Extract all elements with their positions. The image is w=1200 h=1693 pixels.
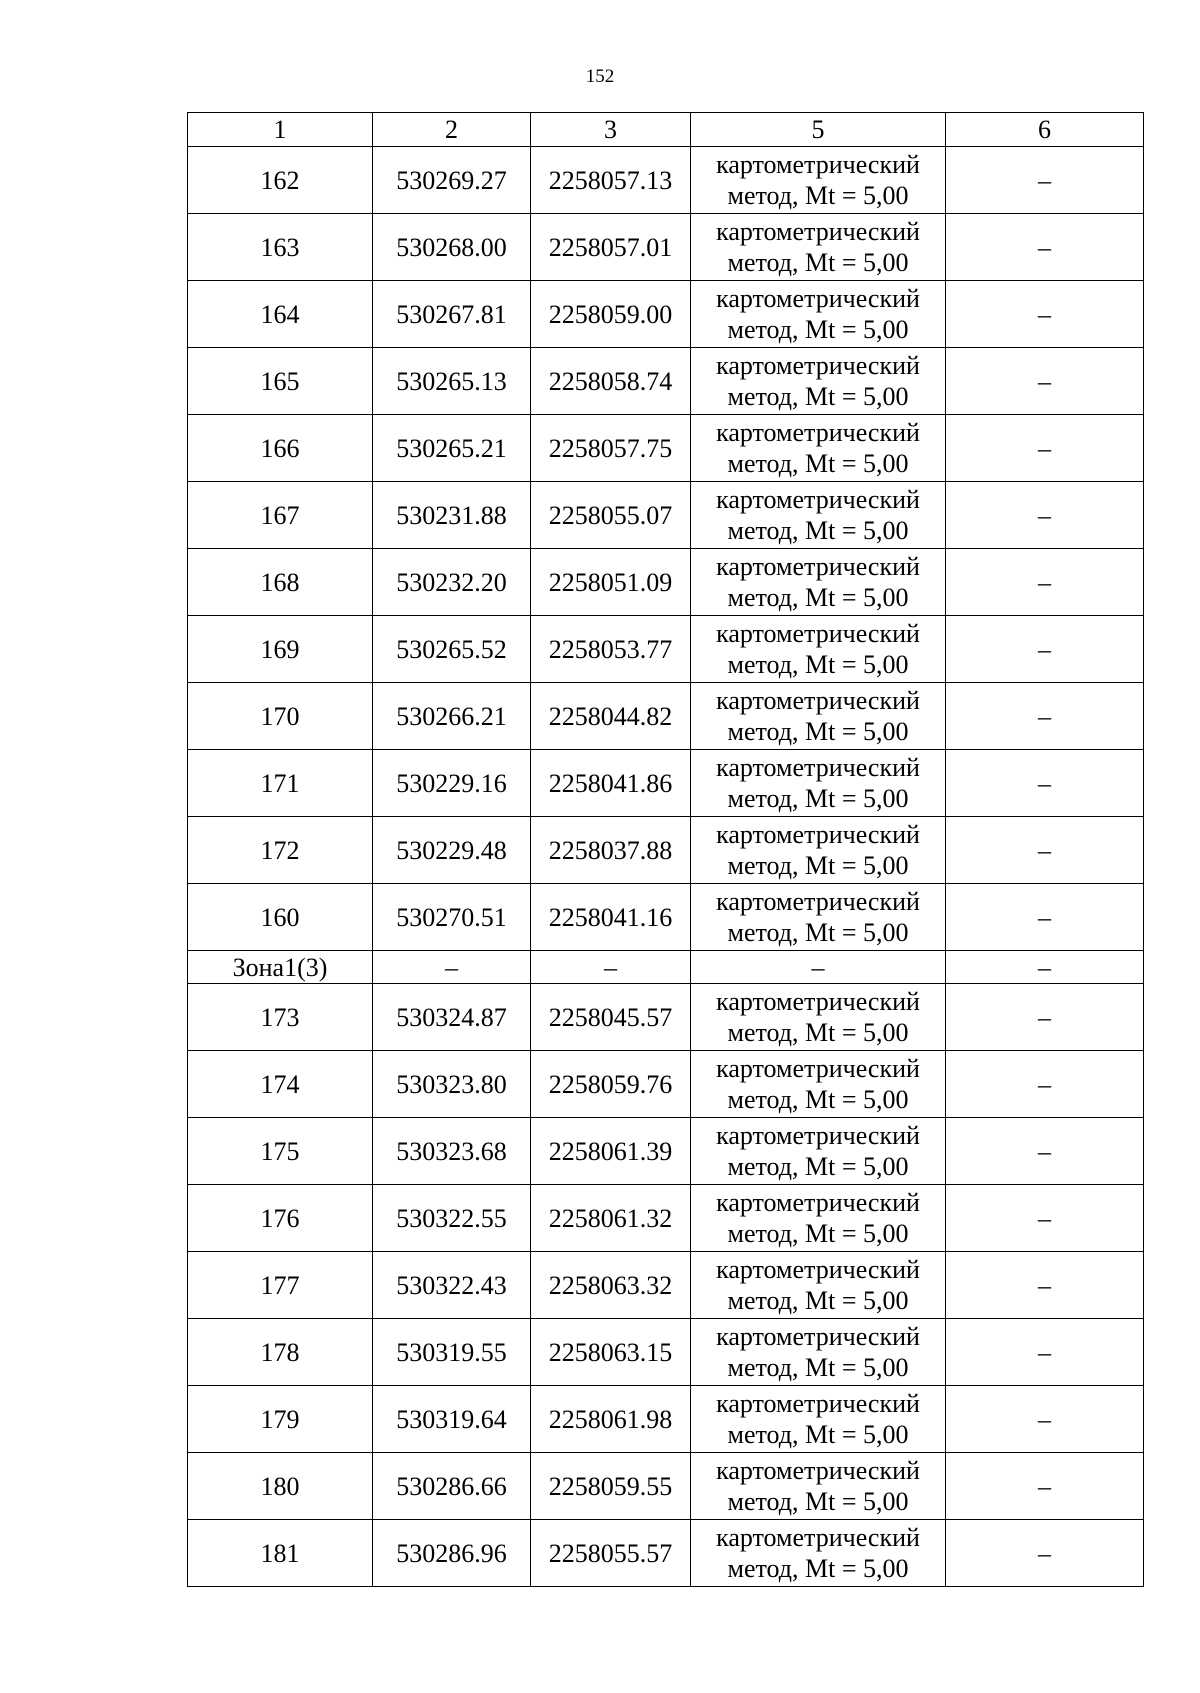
method-line-2: метод, Mt = 5,00: [727, 1219, 909, 1248]
method-line-2: метод, Mt = 5,00: [727, 650, 909, 679]
y-coordinate-cell: 2258051.09: [531, 549, 691, 616]
x-coordinate-cell: 530232.20: [373, 549, 531, 616]
method-line-1: картометрический: [716, 1322, 920, 1351]
table-row: [188, 750, 1144, 817]
note-cell: –: [946, 214, 1144, 281]
x-coordinate-cell: 530319.55: [373, 1319, 531, 1386]
method-line-1: картометрический: [716, 552, 920, 581]
method-line-1: картометрический: [716, 418, 920, 447]
x-coordinate-cell: 530270.51: [373, 884, 531, 951]
method-cell: [691, 1185, 946, 1252]
method-line-2: метод, Mt = 5,00: [727, 1286, 909, 1315]
note-cell: –: [946, 415, 1144, 482]
point-number-cell: 163: [188, 214, 373, 281]
method-line-1: картометрический: [716, 619, 920, 648]
zone-dash-cell: –: [531, 951, 691, 984]
method-cell: [691, 549, 946, 616]
table-row: [188, 1185, 1144, 1252]
note-cell: –: [946, 1252, 1144, 1319]
method-line-1: картометрический: [716, 1456, 920, 1485]
point-number-cell: 168: [188, 549, 373, 616]
y-coordinate-cell: 2258059.00: [531, 281, 691, 348]
note-cell: –: [946, 281, 1144, 348]
method-cell: [691, 817, 946, 884]
table-row: [188, 1453, 1144, 1520]
method-line-2: метод, Mt = 5,00: [727, 181, 909, 210]
method-cell: [691, 1319, 946, 1386]
method-line-1: картометрический: [716, 887, 920, 916]
method-line-2: метод, Mt = 5,00: [727, 784, 909, 813]
x-coordinate-cell: 530323.68: [373, 1118, 531, 1185]
note-cell: –: [946, 1319, 1144, 1386]
method-line-1: картометрический: [716, 1389, 920, 1418]
y-coordinate-cell: 2258057.75: [531, 415, 691, 482]
note-cell: –: [946, 482, 1144, 549]
point-number-cell: 166: [188, 415, 373, 482]
header-cell-5: 5: [691, 113, 946, 147]
note-cell: –: [946, 1453, 1144, 1520]
method-cell: [691, 482, 946, 549]
header-cell-6: 6: [946, 113, 1144, 147]
method-line-2: метод, Mt = 5,00: [727, 918, 909, 947]
method-line-2: метод, Mt = 5,00: [727, 1554, 909, 1583]
method-line-2: метод, Mt = 5,00: [727, 1152, 909, 1181]
point-number-cell: 169: [188, 616, 373, 683]
x-coordinate-cell: 530265.21: [373, 415, 531, 482]
method-cell: [691, 984, 946, 1051]
point-number-cell: 165: [188, 348, 373, 415]
x-coordinate-cell: 530266.21: [373, 683, 531, 750]
y-coordinate-cell: 2258041.16: [531, 884, 691, 951]
method-line-2: метод, Mt = 5,00: [727, 717, 909, 746]
table-row: [188, 884, 1144, 951]
point-number-cell: 181: [188, 1520, 373, 1587]
note-cell: –: [946, 549, 1144, 616]
note-cell: –: [946, 1386, 1144, 1453]
method-line-1: картометрический: [716, 351, 920, 380]
y-coordinate-cell: 2258063.15: [531, 1319, 691, 1386]
method-line-2: метод, Mt = 5,00: [727, 315, 909, 344]
point-number-cell: 177: [188, 1252, 373, 1319]
method-line-2: метод, Mt = 5,00: [727, 449, 909, 478]
note-cell: –: [946, 1118, 1144, 1185]
x-coordinate-cell: 530229.48: [373, 817, 531, 884]
method-line-1: картометрический: [716, 1523, 920, 1552]
table-row: [188, 214, 1144, 281]
method-cell: [691, 683, 946, 750]
method-cell: [691, 616, 946, 683]
method-line-1: картометрический: [716, 820, 920, 849]
method-line-1: картометрический: [716, 150, 920, 179]
point-number-cell: 160: [188, 884, 373, 951]
table-row: [188, 1118, 1144, 1185]
x-coordinate-cell: 530267.81: [373, 281, 531, 348]
note-cell: –: [946, 616, 1144, 683]
table-row: [188, 683, 1144, 750]
method-line-1: картометрический: [716, 686, 920, 715]
table-row: [188, 281, 1144, 348]
method-cell: [691, 1252, 946, 1319]
x-coordinate-cell: 530323.80: [373, 1051, 531, 1118]
method-cell: [691, 214, 946, 281]
method-line-1: картометрический: [716, 987, 920, 1016]
x-coordinate-cell: 530324.87: [373, 984, 531, 1051]
y-coordinate-cell: 2258037.88: [531, 817, 691, 884]
method-cell: [691, 1386, 946, 1453]
coordinates-table-body: [188, 113, 1144, 1587]
y-coordinate-cell: 2258058.74: [531, 348, 691, 415]
table-row: [188, 1252, 1144, 1319]
y-coordinate-cell: 2258041.86: [531, 750, 691, 817]
zone-label-cell: Зона1(3): [188, 951, 373, 984]
y-coordinate-cell: 2258044.82: [531, 683, 691, 750]
y-coordinate-cell: 2258053.77: [531, 616, 691, 683]
method-line-2: метод, Mt = 5,00: [727, 248, 909, 277]
point-number-cell: 180: [188, 1453, 373, 1520]
y-coordinate-cell: 2258045.57: [531, 984, 691, 1051]
table-row: [188, 482, 1144, 549]
method-line-1: картометрический: [716, 284, 920, 313]
y-coordinate-cell: 2258063.32: [531, 1252, 691, 1319]
y-coordinate-cell: 2258055.57: [531, 1520, 691, 1587]
coordinates-table: [187, 112, 1144, 1587]
y-coordinate-cell: 2258061.32: [531, 1185, 691, 1252]
point-number-cell: 162: [188, 147, 373, 214]
zone-dash-cell: –: [946, 951, 1144, 984]
zone-row: [188, 951, 1144, 984]
method-line-2: метод, Mt = 5,00: [727, 1018, 909, 1047]
y-coordinate-cell: 2258055.07: [531, 482, 691, 549]
point-number-cell: 178: [188, 1319, 373, 1386]
x-coordinate-cell: 530265.13: [373, 348, 531, 415]
y-coordinate-cell: 2258057.01: [531, 214, 691, 281]
method-cell: [691, 1453, 946, 1520]
table-row: [188, 616, 1144, 683]
method-cell: [691, 415, 946, 482]
x-coordinate-cell: 530231.88: [373, 482, 531, 549]
method-line-1: картометрический: [716, 1054, 920, 1083]
method-cell: [691, 1051, 946, 1118]
method-line-1: картометрический: [716, 217, 920, 246]
point-number-cell: 164: [188, 281, 373, 348]
y-coordinate-cell: 2258059.76: [531, 1051, 691, 1118]
y-coordinate-cell: 2258061.39: [531, 1118, 691, 1185]
method-line-2: метод, Mt = 5,00: [727, 382, 909, 411]
x-coordinate-cell: 530268.00: [373, 214, 531, 281]
x-coordinate-cell: 530322.55: [373, 1185, 531, 1252]
table-row: [188, 348, 1144, 415]
method-cell: [691, 147, 946, 214]
page-number: 152: [585, 66, 615, 87]
method-line-2: метод, Mt = 5,00: [727, 1420, 909, 1449]
table-row: [188, 1051, 1144, 1118]
header-cell-1: 1: [188, 113, 373, 147]
zone-dash-cell: –: [691, 951, 946, 984]
method-line-2: метод, Mt = 5,00: [727, 851, 909, 880]
note-cell: –: [946, 1185, 1144, 1252]
note-cell: –: [946, 984, 1144, 1051]
method-line-1: картометрический: [716, 753, 920, 782]
x-coordinate-cell: 530229.16: [373, 750, 531, 817]
x-coordinate-cell: 530319.64: [373, 1386, 531, 1453]
method-line-2: метод, Mt = 5,00: [727, 1353, 909, 1382]
y-coordinate-cell: 2258057.13: [531, 147, 691, 214]
point-number-cell: 170: [188, 683, 373, 750]
point-number-cell: 173: [188, 984, 373, 1051]
method-line-1: картометрический: [716, 1255, 920, 1284]
point-number-cell: 171: [188, 750, 373, 817]
note-cell: –: [946, 1051, 1144, 1118]
method-cell: [691, 884, 946, 951]
x-coordinate-cell: 530269.27: [373, 147, 531, 214]
x-coordinate-cell: 530265.52: [373, 616, 531, 683]
method-cell: [691, 750, 946, 817]
method-cell: [691, 281, 946, 348]
method-line-1: картометрический: [716, 1121, 920, 1150]
point-number-cell: 176: [188, 1185, 373, 1252]
method-line-2: метод, Mt = 5,00: [727, 1085, 909, 1114]
method-cell: [691, 1520, 946, 1587]
point-number-cell: 174: [188, 1051, 373, 1118]
note-cell: –: [946, 1520, 1144, 1587]
note-cell: –: [946, 348, 1144, 415]
table-row: [188, 984, 1144, 1051]
method-line-2: метод, Mt = 5,00: [727, 583, 909, 612]
table-row: [188, 1386, 1144, 1453]
note-cell: –: [946, 817, 1144, 884]
zone-dash-cell: –: [373, 951, 531, 984]
x-coordinate-cell: 530286.96: [373, 1520, 531, 1587]
method-line-2: метод, Mt = 5,00: [727, 516, 909, 545]
point-number-cell: 175: [188, 1118, 373, 1185]
method-line-1: картометрический: [716, 1188, 920, 1217]
method-line-1: картометрический: [716, 485, 920, 514]
header-cell-2: 2: [373, 113, 531, 147]
note-cell: –: [946, 683, 1144, 750]
x-coordinate-cell: 530322.43: [373, 1252, 531, 1319]
point-number-cell: 179: [188, 1386, 373, 1453]
point-number-cell: 167: [188, 482, 373, 549]
table-row: [188, 1520, 1144, 1587]
y-coordinate-cell: 2258059.55: [531, 1453, 691, 1520]
note-cell: –: [946, 884, 1144, 951]
point-number-cell: 172: [188, 817, 373, 884]
method-line-2: метод, Mt = 5,00: [727, 1487, 909, 1516]
note-cell: –: [946, 750, 1144, 817]
y-coordinate-cell: 2258061.98: [531, 1386, 691, 1453]
table-row: [188, 415, 1144, 482]
table-row: [188, 1319, 1144, 1386]
method-cell: [691, 1118, 946, 1185]
table-row: [188, 549, 1144, 616]
table-row: [188, 817, 1144, 884]
header-row: [188, 113, 1144, 147]
table-row: [188, 147, 1144, 214]
x-coordinate-cell: 530286.66: [373, 1453, 531, 1520]
method-cell: [691, 348, 946, 415]
note-cell: –: [946, 147, 1144, 214]
header-cell-3: 3: [531, 113, 691, 147]
